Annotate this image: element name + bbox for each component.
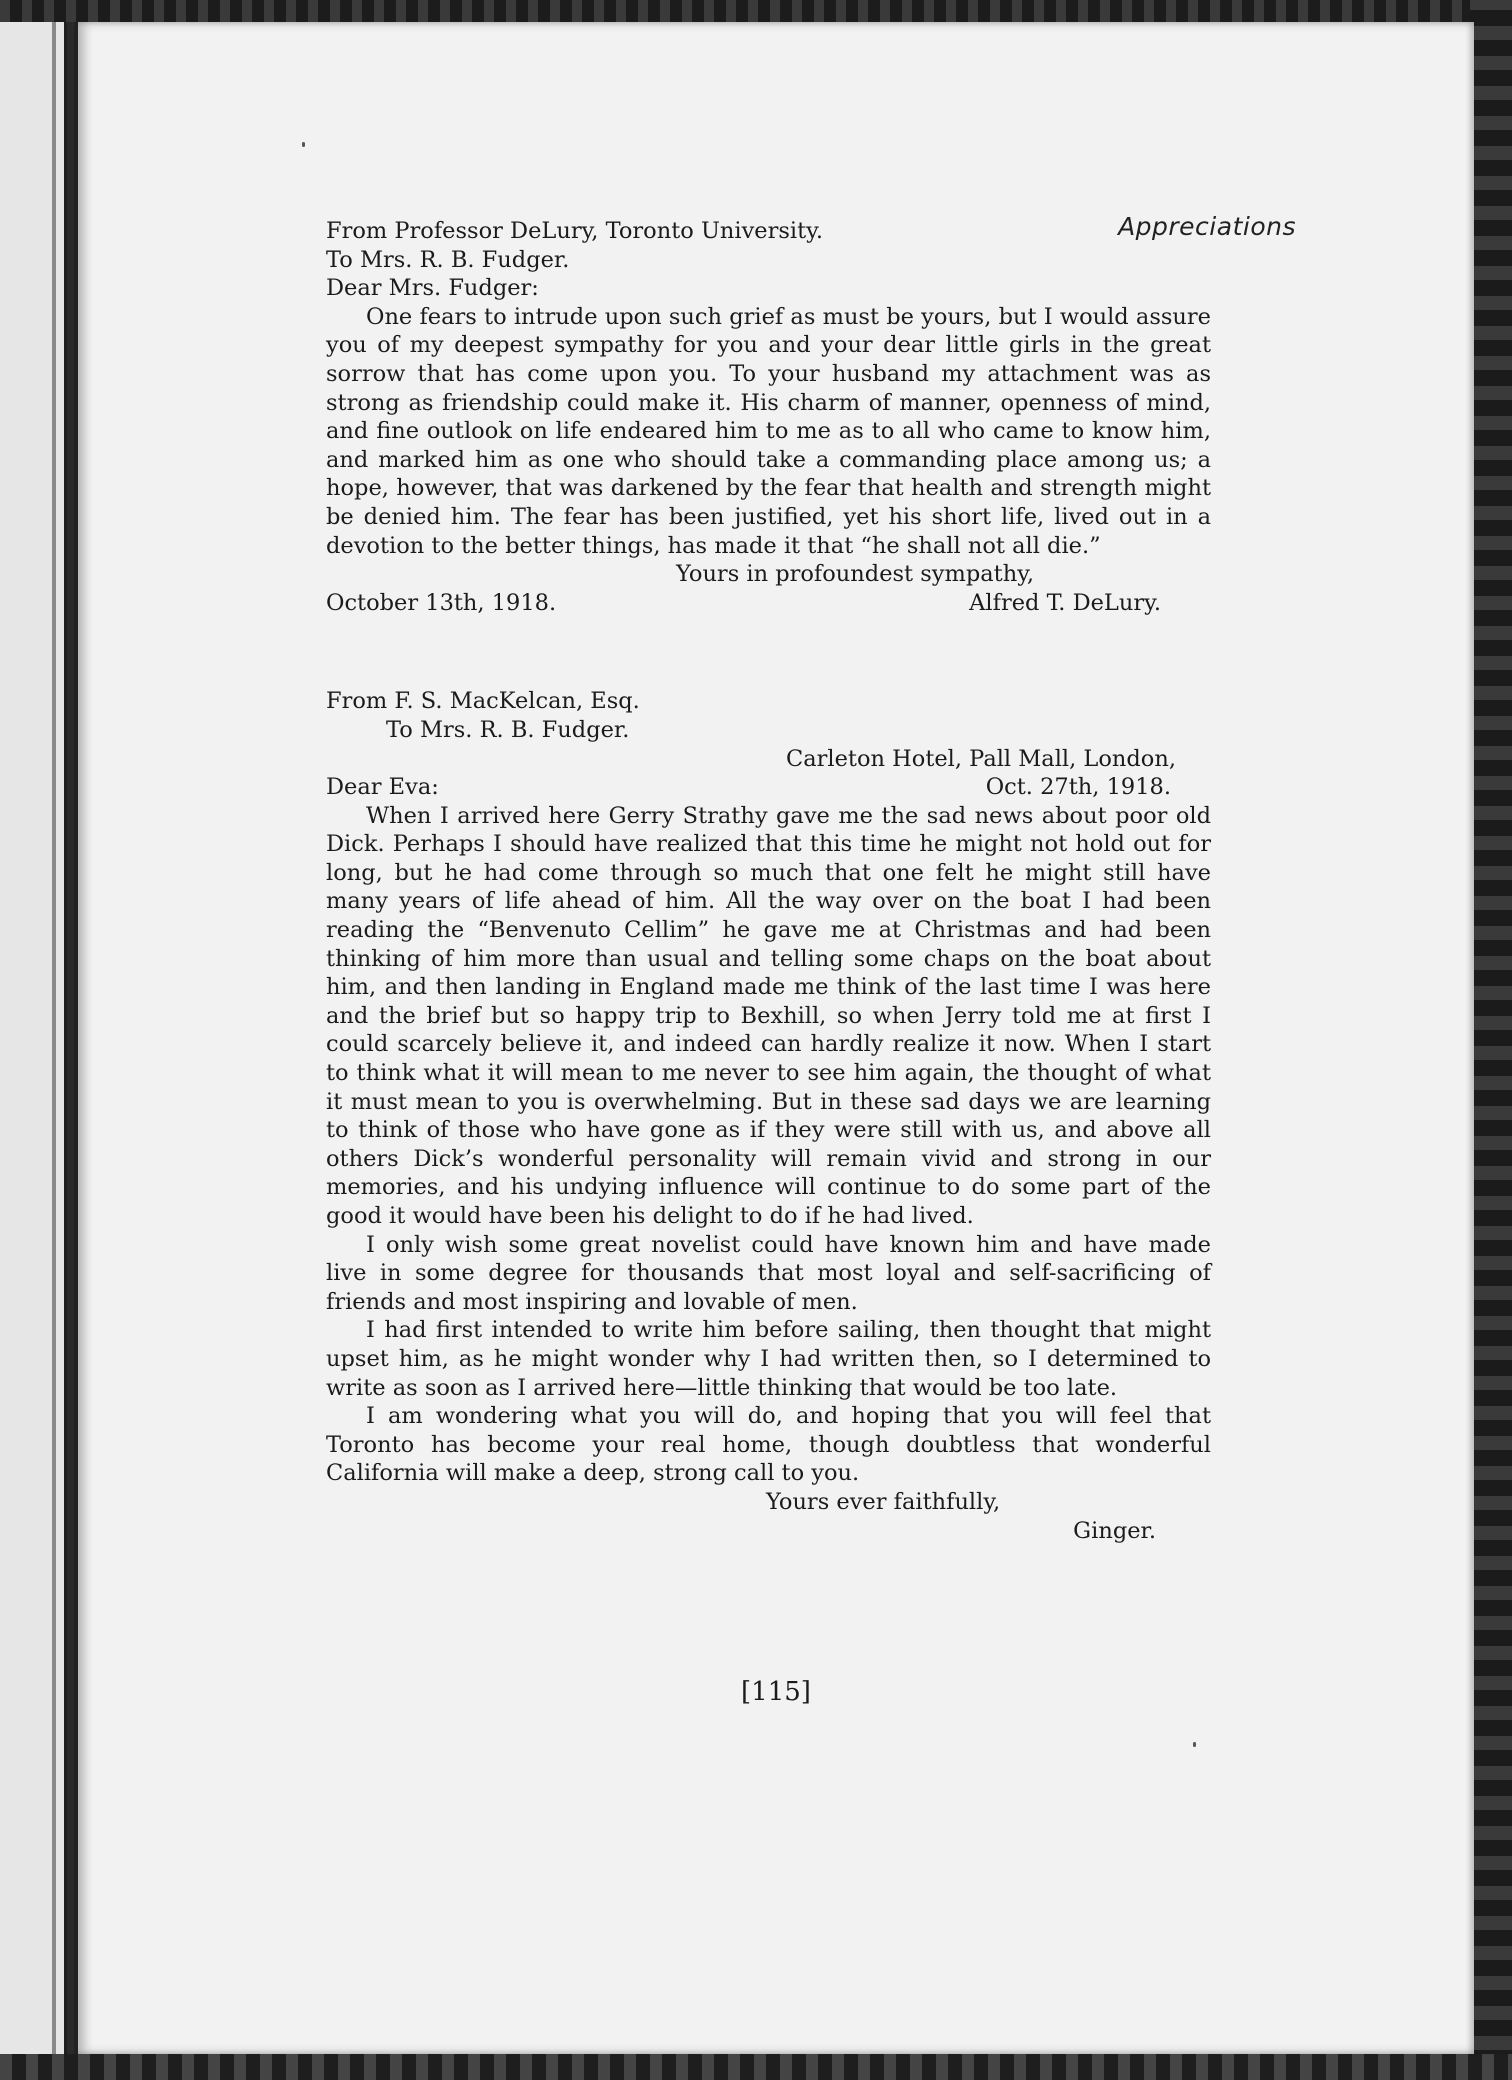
salutation-date-row: [326, 773, 1211, 802]
letter-delury: [326, 217, 1211, 617]
letter-salutation: Dear Mrs. Fudger:: [326, 275, 539, 302]
page-number: [115]: [741, 1677, 811, 1707]
letter-to: To Mrs. R. B. Fudger.: [326, 246, 570, 273]
letter-date: Oct. 27th, 1918.: [985, 774, 1171, 801]
letter-paragraph: I only wish some great novelist could have known him and have made live in some degree for thousands that most loyal and self-sacrificing of friends and most inspiring and lovable of men.: [326, 1231, 1211, 1315]
letter-body: [326, 802, 1211, 1488]
letter-paragraph: When I arrived here Gerry Strathy gave me the sad news about poor old Dick. Perhaps I should have realized that this time he might not hold out for long, but he had come through so much that one felt he might still have many years of life ahead of him. All the way over on the boat I had been reading the “Benvenuto Cellim” he gave me at Christmas and had been thinking of him more than usual and telling some chaps on the boat about him, and then landing in England made me think of the last time I was here and the brief but so happy trip to Bexhill, so when Jerry told me at first I could scarcely believe it, and indeed can hardly realize it now. When I start to think what it will mean to me never to see him again, the thought of what it must mean to you is overwhelming. But in these sad days we are learning to think of those who have gone as if they were still with us, and above all others Dick’s wonderful personality will remain vivid and strong in our memories, and his undying influence will continue to do some part of the good it would have been his delight to do if he had lived.: [326, 802, 1211, 1229]
letter-date: October 13th, 1918.: [326, 589, 557, 616]
date-signature-row: [326, 589, 1211, 618]
binding-bottom-edge: [0, 2054, 1512, 2080]
letter-address: [326, 745, 1211, 774]
paper-speck: [302, 142, 305, 147]
binding-right-edge: [1470, 0, 1512, 2080]
letter-to: To Mrs. R. B. Fudger.: [386, 716, 630, 743]
paper-speck: [1193, 1742, 1196, 1747]
letter-paragraph: One fears to intrude upon such grief as must be yours, but I would assure you of my deepest sympathy for you and your dear little girls in the great sorrow that has come upon you. To your husband my attachment was as strong as friendship could make it. His charm of manner, openness of mind, and fine outlook on life endeared him to me as to all who came to know him, and marked him as one who should take a commanding place among us; a hope, however, that was darkened by the fear that health and strength might be denied him. The fear has been justified, yet his short life, lived out in a devotion to the better things, has made it that “he shall not all die.”: [326, 303, 1211, 559]
letter-body: [326, 303, 1211, 560]
facing-page-edge: [0, 22, 67, 2054]
letter-mackelcan: [326, 687, 1211, 1545]
page-content: [326, 217, 1211, 1545]
letter-paragraph: I had first intended to write him before sailing, then thought that might upset him, as he might wonder why I had written then, so I determined to write as soon as I arrived here—little thinking that would be too late.: [326, 1317, 1211, 1401]
letter-from: From F. S. MacKelcan, Esq.: [326, 688, 640, 715]
binding-top-edge: [0, 0, 1512, 22]
book-page: [74, 22, 1474, 2054]
letter-closing: Yours in profoundest sympathy,: [676, 561, 1035, 588]
letter-signature: Alfred T. DeLury.: [969, 589, 1161, 616]
address-line: Carleton Hotel, Pall Mall, London,: [786, 745, 1176, 772]
letter-salutation: Dear Eva:: [326, 774, 439, 801]
running-header: Appreciations: [1118, 212, 1296, 241]
letter-from: From Professor DeLury, Toronto University.: [326, 218, 824, 244]
letter-closing: Yours ever faithfully,: [766, 1488, 1001, 1515]
letter-paragraph: I am wondering what you will do, and hoping that you will feel that Toronto has become your real home, though doubtless that wonderful California will make a deep, strong call to you.: [326, 1403, 1211, 1487]
letter-signature: Ginger.: [1073, 1517, 1156, 1544]
letter-separator: [326, 617, 1211, 687]
